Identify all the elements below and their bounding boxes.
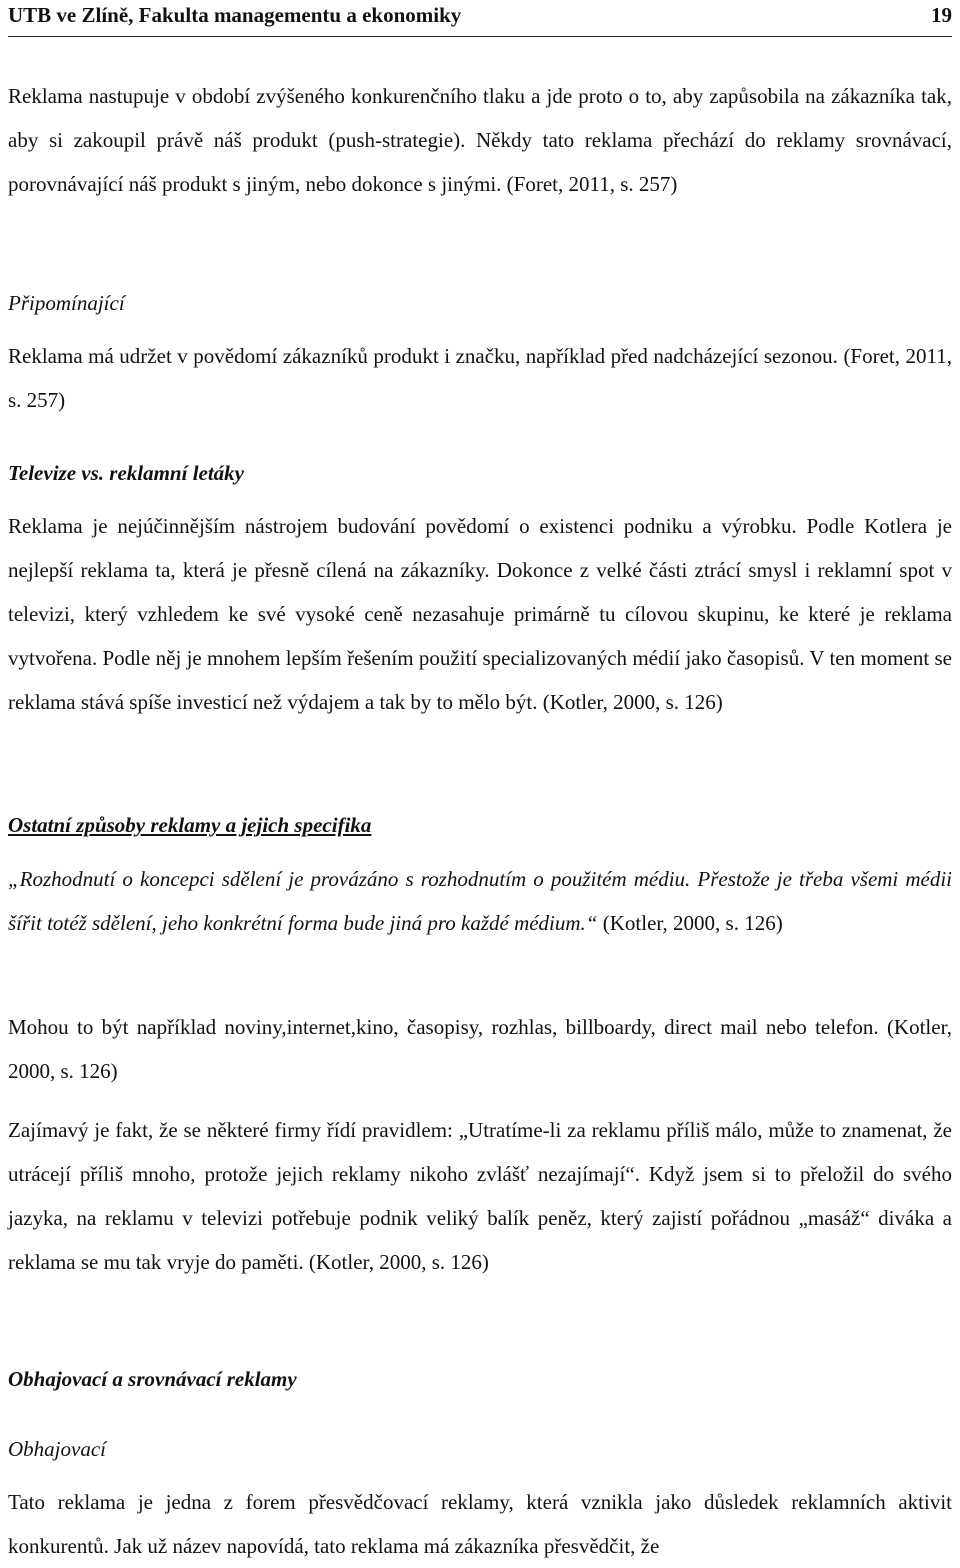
page-header bbox=[8, 0, 952, 37]
quote-text: „Rozhodnutí o koncepci sdělení je provázáno s rozhodnutím o použitém médiu. Přestože je třeba všemi médii šířit totéž sdělení, jeho konkrétní forma bude jiná pro každé médium.“ bbox=[8, 867, 952, 935]
page-number: 19 bbox=[931, 3, 952, 27]
subheading-televize: Televize vs. reklamní letáky bbox=[8, 461, 245, 485]
quote-citation: (Kotler, 2000, s. 126) bbox=[597, 911, 783, 935]
section-heading-ostatni: Ostatní způsoby reklamy a jejich specifika bbox=[8, 813, 372, 837]
subheading-obhajovaci: Obhajovací bbox=[8, 1437, 106, 1461]
header-title: UTB ve Zlíně, Fakulta managementu a ekonomiky bbox=[8, 3, 462, 27]
paragraph-spending-rule: Zajímavý je fakt, že se některé firmy řídí pravidlem: „Utratíme-li za reklamu příliš málo, může to znamenat, že utrácejí příliš mnoho, protože jejich reklamy nikoho zvlášť nezajímají“. Když jsem si to přeložil do svého jazyka, na reklamu v televizi potřebuje podnik veliký balík peněz, který zajistí pořádnou „masáž“ diváka a reklama se mu tak vryje do paměti. (Kotler, 2000, s. 126) bbox=[8, 1118, 952, 1274]
paragraph-kotler-tv: Reklama je nejúčinnějším nástrojem budování povědomí o existenci podniku a výrobku. Podle Kotlera je nejlepší reklama ta, která je přesně cílená na zákazníky. Dokonce z velké části ztrácí smysl i reklamní spot v televizi, který vzhledem ke své vysoké ceně nezasahuje primárně tu cílovou skupinu, ke které je reklama vytvořena. Podle něj je mnohem lepším řešením použití specializovaných médií jako časopisů. V ten moment se reklama stává spíše investicí než výdajem a tak by to mělo být. (Kotler, 2000, s. 126) bbox=[8, 514, 952, 714]
section-heading-obhajovaci-srovnavaci: Obhajovací a srovnávací reklamy bbox=[8, 1367, 297, 1391]
paragraph-media-list: Mohou to být například noviny,internet,kino, časopisy, rozhlas, billboardy, direct mail nebo telefon. (Kotler, 2000, s. 126) bbox=[8, 1015, 952, 1083]
paragraph-push-strategy: Reklama nastupuje v období zvýšeného konkurenčního tlaku a jde proto o to, aby zapůsobila na zákazníka tak, aby si zakoupil právě náš produkt (push-strategie). Někdy tato reklama přechází do reklamy srovnávací, porovnávající náš produkt s jiným, nebo dokonce s jinými. (Foret, 2011, s. 257) bbox=[8, 84, 952, 196]
paragraph-defensive-ad: Tato reklama je jedna z forem přesvědčovací reklamy, která vznikla jako důsledek reklamních aktivit konkurentů. Jak už název napovídá, tato reklama má zákazníka přesvědčit, že bbox=[8, 1490, 952, 1558]
paragraph-reminder: Reklama má udržet v povědomí zákazníků produkt i značku, například před nadcházející sezonou. (Foret, 2011, s. 257) bbox=[8, 344, 952, 412]
quote-paragraph bbox=[8, 857, 952, 945]
subheading-pripominajici: Připomínající bbox=[8, 291, 125, 315]
